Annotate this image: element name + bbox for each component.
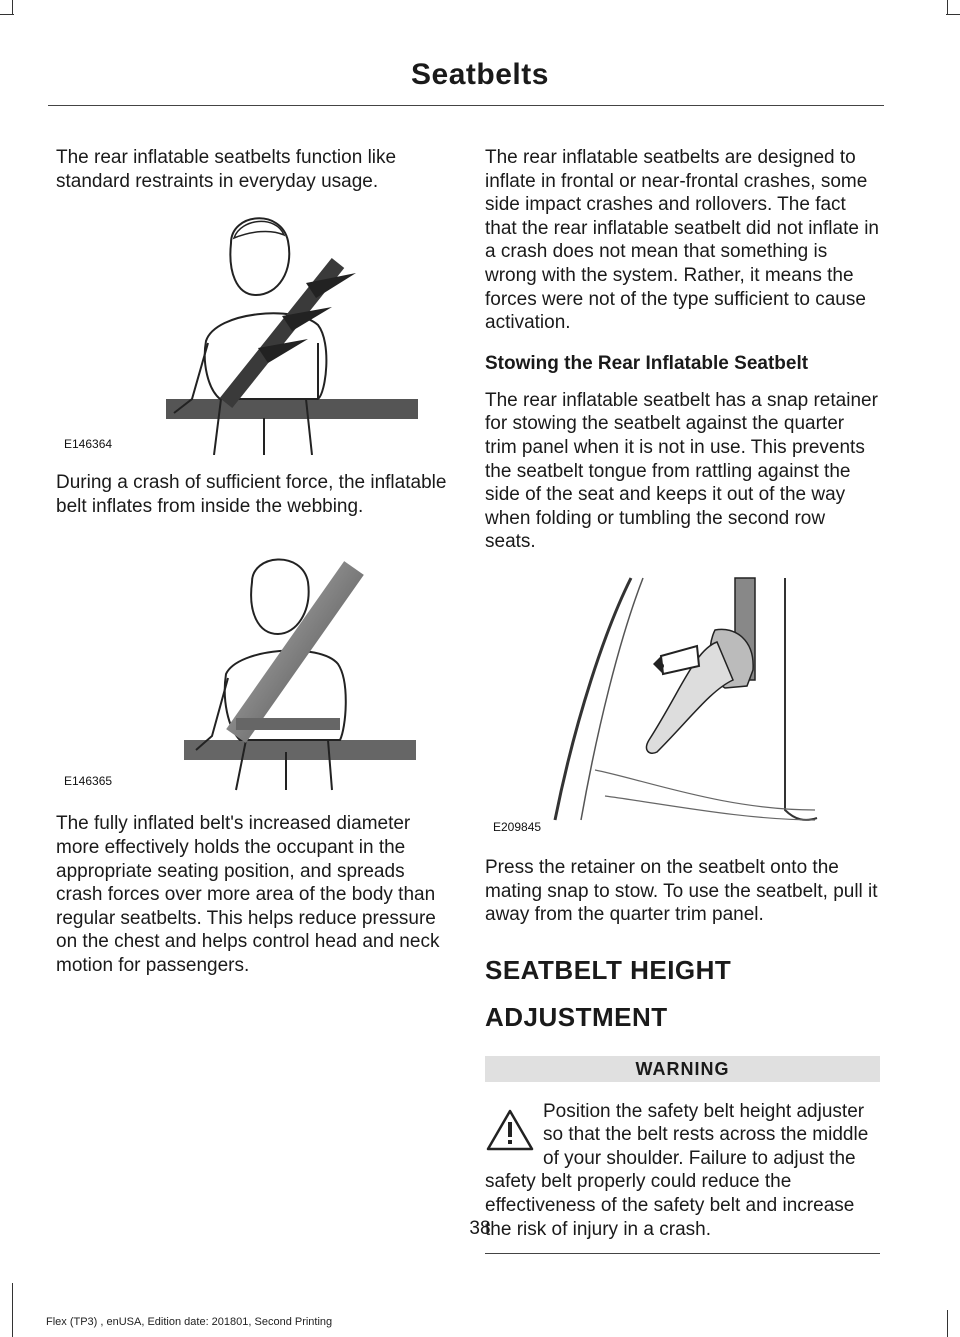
warning-triangle-icon: [485, 1108, 535, 1152]
paragraph-fully-inflated: The fully inflated belt's increased diameter more effectively holds the occupant in the appropriate seating position, and spreads crash forces over more area of the body than regular seatbelts. This helps reduce pressure on the chest and helps control head and neck motion for passengers.: [56, 813, 440, 976]
subheading-stowing: Stowing the Rear Inflatable Seatbelt: [485, 352, 809, 374]
paragraph-press-retainer: Press the retainer on the seatbelt onto the mating snap to stow. To use the seatbelt, pull it away from the quarter trim panel.: [485, 856, 878, 926]
paragraph-snap-retainer: The rear inflatable seatbelt has a snap retainer for stowing the seatbelt against the quarter trim panel when it is not in use. This prevents the seatbelt tongue from rattling against the side of the seat and keeps it out of the way when folding or tumbling the second row seats.: [485, 389, 878, 553]
paragraph-designed-to-inflate: The rear inflatable seatbelts are designed to inflate in frontal or near-frontal crashes, some side impact crashes and rollovers. The fact that the rear inflatable seatbelt did not inflate in a crash does not mean that something is wrong with the system. Rather, it means the forces were not of the type sufficient to cause activation.: [485, 147, 879, 334]
crop-mark: [947, 1310, 948, 1337]
paragraph-inflation: During a crash of sufficient force, the inflatable belt inflates from inside the webbing.: [56, 472, 447, 517]
section-title-line: SEATBELT HEIGHT: [485, 954, 732, 985]
crop-mark: [0, 14, 14, 15]
crop-mark: [12, 0, 13, 14]
crop-mark: [946, 14, 960, 15]
page-title: Seatbelts: [411, 58, 549, 91]
section-title-height-adjustment: [485, 953, 880, 1034]
retainer-snap-illustration: [485, 570, 880, 838]
crop-mark: [12, 1283, 13, 1337]
figure-retainer-snap: [485, 570, 880, 838]
warning-bottom-rule: [485, 1253, 880, 1254]
paragraph-inflatable-function: The rear inflatable seatbelts function like standard restraints in everyday usage.: [56, 147, 397, 192]
warning-label-bar: WARNING: [485, 1056, 880, 1082]
figure-child-inflated-belt-arrows: [56, 203, 448, 455]
child-seatbelt-arrows-illustration: [56, 203, 448, 455]
left-column: [56, 146, 448, 978]
section-title-line: ADJUSTMENT: [485, 1001, 668, 1032]
header-divider: [48, 105, 884, 106]
figure-id: E146364: [64, 437, 113, 452]
figure-child-inflated-belt: [56, 532, 448, 792]
figure-id: E209845: [493, 819, 542, 834]
crop-mark: [947, 0, 948, 14]
footer-edition-info: Flex (TP3) , enUSA, Edition date: 201801, Second Printing: [46, 1316, 333, 1328]
child-inflated-belt-illustration: [56, 532, 448, 792]
warning-text: Position the safety belt height adjuster so that the belt rests across the middle of your shoulder. Failure to adjust the safety belt properly could reduce the effectiveness of the safety belt and increase the risk of injury in a crash.: [485, 1100, 869, 1240]
figure-id: E146365: [64, 774, 113, 789]
right-column: [485, 146, 880, 1254]
page-number: 38: [469, 1218, 491, 1239]
